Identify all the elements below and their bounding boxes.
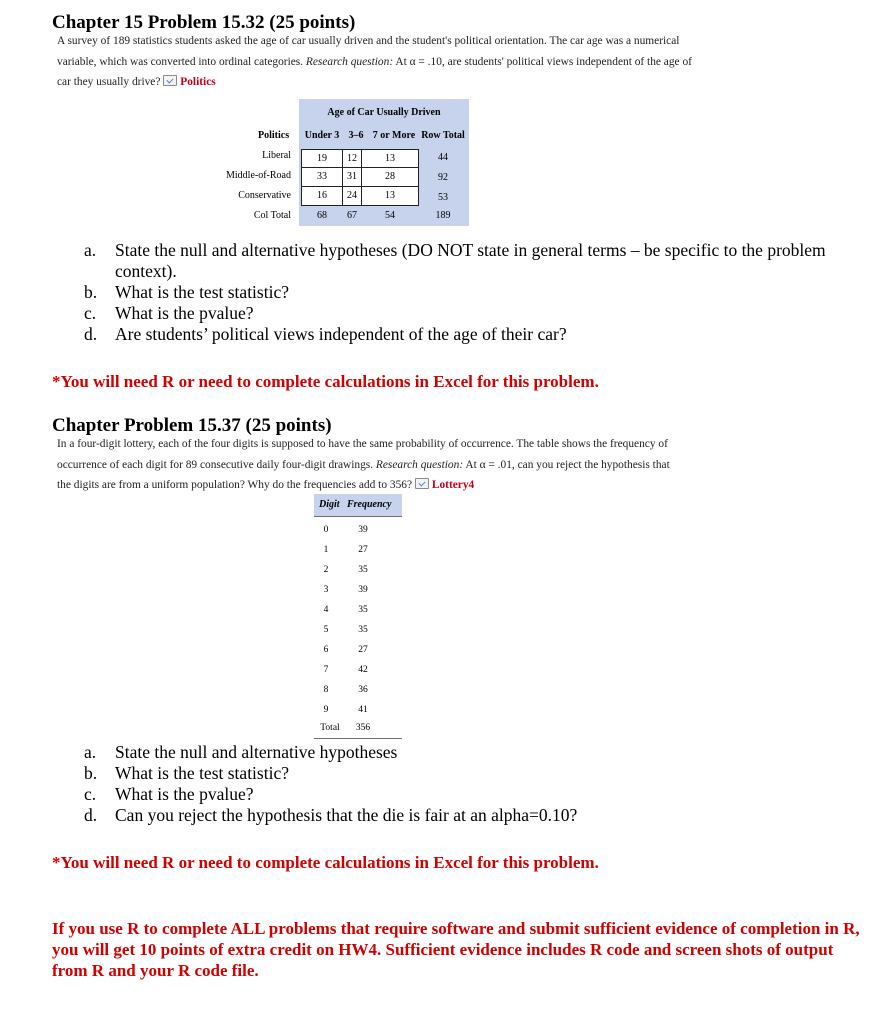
problem2-dataset-name: Lottery4 [431, 479, 475, 491]
problem2-description [57, 434, 682, 496]
question-text: What is the pvalue? [115, 303, 254, 323]
question-label: b. [84, 282, 98, 302]
table-cell: 19 [301, 149, 343, 168]
question-item [84, 324, 844, 345]
table-cell: 31 [342, 167, 362, 187]
question-label: a. [84, 240, 97, 260]
table-cell: 12 [342, 149, 362, 168]
politics-car-age-table [219, 99, 469, 226]
problem2-questions [84, 742, 844, 826]
question-text: State the null and alternative hypotheses [115, 742, 398, 762]
problem1-dataset-name: Politics [180, 76, 216, 88]
grand-total: 189 [435, 210, 451, 221]
digit-cell: 8 [323, 685, 329, 695]
question-item [84, 240, 844, 282]
frequency-cell: 42 [358, 665, 368, 675]
digit-cell: 5 [323, 625, 329, 635]
question-label: c. [84, 784, 97, 804]
frequency-cell: 35 [358, 625, 368, 635]
problem2-dataset-link[interactable] [415, 479, 474, 491]
col-header-digit: Digit [319, 499, 340, 510]
table-cell: 33 [301, 167, 343, 187]
problem1-research-label: Research question: [305, 55, 394, 68]
problem1-questions [84, 240, 844, 345]
problem2-software-note: *You will need R or need to complete calculations in Excel for this problem. [52, 853, 599, 872]
problem1-heading: Chapter 15 Problem 15.32 (25 points) [52, 12, 356, 33]
col-total-value: 68 [317, 210, 327, 221]
frequency-cell: 35 [358, 565, 368, 575]
problem1-software-note: *You will need R or need to complete calculations in Excel for this problem. [52, 372, 599, 391]
digit-cell: 3 [323, 585, 329, 595]
table-cell: 16 [301, 186, 343, 206]
digit-frequency-table [314, 494, 402, 740]
row-total: 44 [438, 152, 448, 163]
row-label-col-total: Col Total [253, 210, 291, 221]
question-label: b. [84, 763, 98, 783]
problem2-research-label: Research question: [375, 458, 464, 471]
row-label-liberal: Liberal [262, 150, 291, 161]
table-cell: 13 [361, 186, 419, 206]
digit-cell: 0 [323, 525, 329, 535]
frequency-cell: 39 [358, 585, 368, 595]
question-item [84, 805, 844, 826]
digit-cell: 4 [323, 605, 329, 615]
problem2-desc-text-2: At α = .01, can you reject the hypothesis that the digits are from a uniform population? Why do the frequencies add to 356? [57, 458, 670, 491]
col-header-row-total: Row Total [421, 130, 465, 141]
col-header-under3: Under 3 [304, 130, 340, 141]
question-text: What is the test statistic? [115, 282, 289, 302]
question-item [84, 742, 844, 763]
frequency-cell: 39 [358, 525, 368, 535]
problem2-desc-text: In a four-digit lottery, each of the four digits is supposed to have the same probability of occurrence. The table shows the frequency of occurrence of each digit for 89 consecutive daily four-digit drawings. [57, 438, 668, 471]
question-text: What is the pvalue? [115, 784, 254, 804]
problem2-heading: Chapter Problem 15.37 (25 points) [52, 415, 332, 436]
table-title: Age of Car Usually Driven [327, 107, 441, 118]
problem1-desc-text-2: At α = .10, are students' political views independent of the age of car they usually drive? [57, 55, 692, 88]
extra-credit-note: If you use R to complete ALL problems that require software and submit sufficient evidence of completion in R, you will get 10 points of extra credit on HW4. Sufficient evidence includes R code and screen shots of output from R and your R code file. [52, 919, 860, 980]
digit-cell: 1 [323, 545, 329, 555]
frequency-cell: 35 [358, 605, 368, 615]
frequency-cell: 27 [358, 645, 368, 655]
total-label: Total [320, 723, 340, 733]
digit-cell: 7 [323, 665, 329, 675]
problem1-dataset-link[interactable] [163, 76, 215, 88]
table-cell: 28 [361, 167, 419, 187]
row-label-conservative: Conservative [238, 190, 291, 201]
question-text: State the null and alternative hypotheses (DO NOT state in general terms – be specific to the problem context). [115, 240, 826, 281]
header-rule [314, 516, 402, 517]
col-header-3-6: 3–6 [348, 130, 364, 141]
digit-cell: 9 [323, 705, 329, 715]
question-label: a. [84, 742, 97, 762]
footer-rule [314, 738, 402, 739]
frequency-cell: 36 [358, 685, 368, 695]
question-text: Are students’ political views independent of the age of their car? [115, 324, 567, 344]
problem1-description [57, 31, 697, 93]
col-total-value: 67 [347, 210, 357, 221]
table-cell: 24 [342, 186, 362, 206]
total-value: 356 [355, 723, 371, 733]
col-header-7plus: 7 or More [372, 130, 416, 141]
question-label: c. [84, 303, 97, 323]
row-total: 53 [438, 192, 448, 203]
question-text: Can you reject the hypothesis that the die is fair at an alpha=0.10? [115, 805, 578, 825]
question-item [84, 784, 844, 805]
frequency-cell: 41 [358, 705, 368, 715]
question-item [84, 303, 844, 324]
col-header-frequency: Frequency [347, 499, 392, 510]
row-label-middle-of-road: Middle-of-Road [226, 170, 291, 181]
data-file-icon [163, 75, 177, 86]
question-text: What is the test statistic? [115, 763, 289, 783]
question-label: d. [84, 805, 98, 825]
row-header-politics: Politics [258, 130, 290, 141]
digit-cell: 6 [323, 645, 329, 655]
digit-cell: 2 [323, 565, 329, 575]
data-file-icon [415, 478, 429, 489]
frequency-cell: 27 [358, 545, 368, 555]
col-total-value: 54 [385, 210, 395, 221]
question-item [84, 282, 844, 303]
question-label: d. [84, 324, 98, 344]
problem1-desc-text: A survey of 189 statistics students asked the age of car usually driven and the student's political orientation. The car age was a numerical variable, which was converted into ordinal categories. [57, 35, 680, 68]
table-cell: 13 [361, 149, 419, 168]
question-item [84, 763, 844, 784]
row-total: 92 [438, 172, 448, 183]
